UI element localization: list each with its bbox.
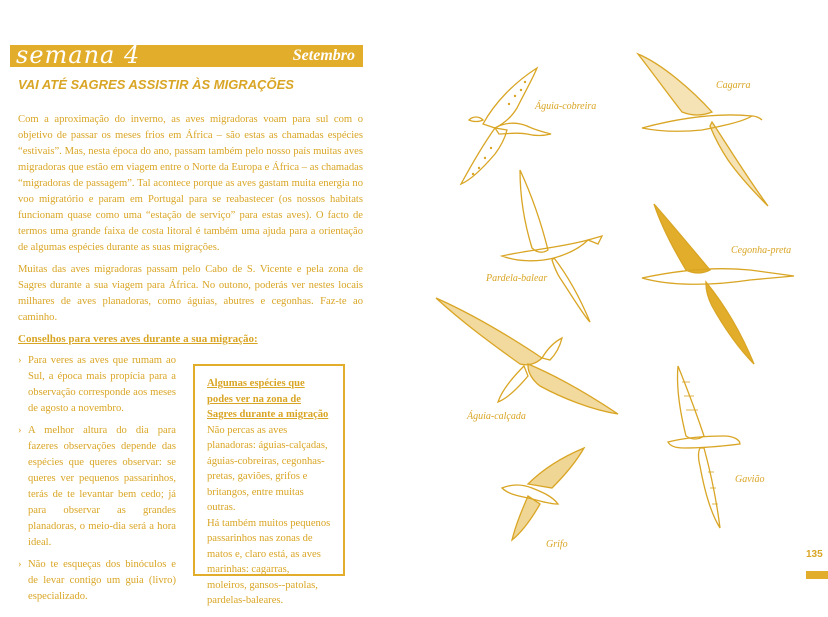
arrow-icon: › [18, 355, 22, 366]
species-box-text-2: Há também muitos pequenos passarinhos nas zonas de matos e, claro está, as aves marinhas: cagarras, moleiros, gansos--patolas, pardelas-baleares. [207, 517, 331, 606]
pardela-balear-label: Pardela-balear [486, 273, 548, 284]
cagarra-illustration [632, 50, 772, 210]
tip-text: Para veres as aves que rumam ao Sul, a época mais propícia para a observação corresponde aos meses de agosto a novembro. [28, 355, 176, 414]
tip-item [18, 557, 176, 605]
tip-text: Não te esqueças dos binóculos e de levar contigo um guia (livro) especializado. [28, 559, 176, 602]
aguia-calcada-illustration [432, 294, 622, 424]
arrow-icon: › [18, 559, 22, 570]
gaviao-illustration [664, 362, 744, 532]
gaviao-label: Gavião [735, 474, 765, 485]
species-box-text-1: Não percas as aves planadoras: águias-calçadas, águias-cobreiras, cegonhas-pretas, gaviões, grifos e britangos, entre muitas outras. [207, 424, 328, 513]
grifo-label: Grifo [546, 539, 568, 550]
arrow-icon: › [18, 425, 22, 436]
page-number: 135 [806, 549, 823, 560]
grifo-illustration [498, 444, 588, 544]
cagarra-label: Cagarra [716, 80, 751, 91]
tips-list [18, 353, 176, 611]
intro-paragraph: Com a aproximação do inverno, as aves migradoras voam para sul com o objetivo de passar os meses frios em África – são estas as chamadas espécies “estivais”. Mas, nesta época do ano, passam também pelo nosso país muitas aves migradoras que estão em viagem entre o Norte da Europa e África – as chamadas “migradoras de passagem”. Tal acontece porque as aves gastam muita energia no voo migratório e param em Portugal para se reabastecer (os nossos habitats funcionam quase como uma “estação de serviço” para estas aves). O facto de termos uma grande faixa de costa litoral é também uma ajuda para a orientação de algumas espécies durante as suas migrações. [18, 114, 363, 253]
cegonha-preta-label: Cegonha-preta [731, 245, 792, 256]
aguia-cobreira-label: Águia-cobreira [535, 101, 597, 112]
week-label: semana 4 [16, 41, 141, 69]
cegonha-preta-illustration [640, 200, 800, 370]
week-banner [10, 41, 363, 69]
second-paragraph: Muitas das aves migradoras passam pelo Cabo de S. Vicente e pela zona de Sagres durante a sua viagem para África. No outono, poderás ver nestes locais milhares de aves planadoras, como águias, abutres e cegonhas. Faz-te ao caminho. [18, 264, 363, 323]
species-box-title: Algumas espécies que podes ver na zona de Sagres durante a migração [207, 378, 329, 420]
aguia-calcada-label: Águia-calçada [467, 411, 526, 422]
tip-text: A melhor altura do dia para fazeres observações depende das espécies que queres observar: se queres ver pequenos passarinhos, terás de te levantar bem cedo; já para observar as grandes planadoras, o meio-dia será a hora ideal. [28, 425, 176, 548]
tip-item [18, 353, 176, 417]
page-subtitle: VAI ATÉ SAGRES ASSISTIR ÀS MIGRAÇÕES [18, 77, 294, 92]
page-bar [806, 571, 828, 579]
month-label: Setembro [292, 47, 355, 64]
tips-title: Conselhos para veres aves durante a sua migração: [18, 333, 258, 345]
tip-item [18, 423, 176, 551]
species-box [193, 364, 345, 606]
